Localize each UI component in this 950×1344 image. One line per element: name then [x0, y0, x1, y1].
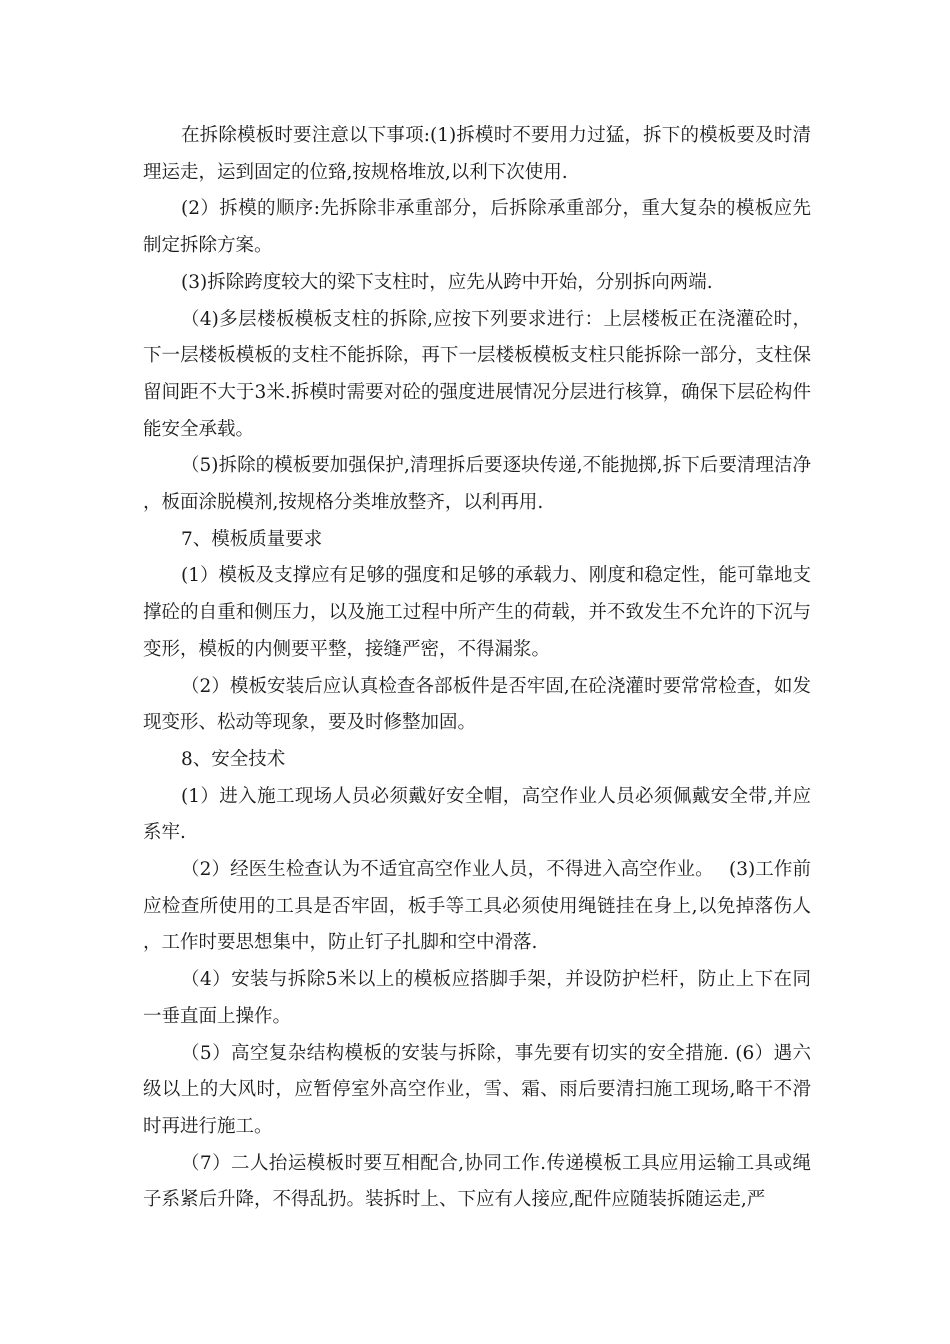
paragraph-safety-helmet: (1）进入施工现场人员必须戴好安全帽，高空作业人员必须佩戴安全带,并应系牢. [143, 785, 811, 844]
paragraph-removal-order: (2）拆模的顺序:先拆除非承重部分，后拆除承重部分，重大复杂的模板应先制定拆除方案。 [143, 198, 811, 257]
paragraph-safety-scaffold: （4）安装与拆除5米以上的模板应搭脚手架，并设防护栏杆，防止上下在同一垂直面上操作。 [143, 969, 811, 1027]
paragraph-safety-measures-wind: （5）高空复杂结构模板的安装与拆除，事先要有切实的安全措施. (6）遇六级以上的大风时，应暂停室外高空作业，雪、霜、雨后要清扫施工现场,略干不滑时再进行施工。 [143, 1042, 811, 1137]
section-heading-safety: 8、安全技术 [181, 748, 286, 770]
paragraph-removal-notes: 在拆除模板时要注意以下事项:(1)拆模时不要用力过猛，拆下的模板要及时清理运走，运到固定的位臵,按规格堆放,以利下次使用. [143, 125, 811, 183]
paragraph-safety-carrying: （7）二人抬运模板时要互相配合,协同工作.传递模板工具应用运输工具或绳子系紧后升降，不得乱扔。装拆时上、下应有人接应,配件应随装拆随运走,严 [143, 1152, 811, 1211]
section-heading-quality: 7、模板质量要求 [181, 528, 323, 550]
paragraph-quality-inspection: （2）模板安装后应认真检查各部板件是否牢固,在砼浇灌时要常常检查，如发现变形、松动等现象，要及时修整加固。 [143, 675, 811, 734]
paragraph-safety-medical-tools: （2）经医生检查认为不适宜高空作业人员，不得进入高空作业。 (3)工作前应检查所使用的工具是否牢固，板手等工具必须使用绳链挂在身上,以免掉落伤人，工作时要思想集中，防止钉子扎脚和空中滑落. [143, 859, 811, 954]
paragraph-quality-strength: (1）模板及支撑应有足够的强度和足够的承载力、刚度和稳定性，能可靠地支撑砼的自重和侧压力，以及施工过程中所产生的荷载，并不致发生不允许的下沉与变形，模板的内侧要平整，接缝严密，不得漏浆。 [143, 565, 811, 660]
document-body [143, 118, 811, 1219]
paragraph-formwork-protection: （5)拆除的模板要加强保护,清理拆后要逐块传递,不能抛掷,拆下后要清理洁净，板面涂脱模剂,按规格分类堆放整齐，以利再用. [143, 455, 811, 514]
paragraph-beam-supports: (3)拆除跨度较大的梁下支柱时，应先从跨中开始，分别拆向两端. [181, 271, 713, 293]
paragraph-multistory-supports: （4)多层楼板模板支柱的拆除,应按下列要求进行：上层楼板正在浇灌砼时，下一层楼板模板的支柱不能拆除，再下一层楼板模板支柱只能拆除一部分，支柱保留间距不大于3米.拆模时需要对砼的强度进展情况分层进行核算，确保下层砼构件能安全承载。 [143, 308, 811, 440]
